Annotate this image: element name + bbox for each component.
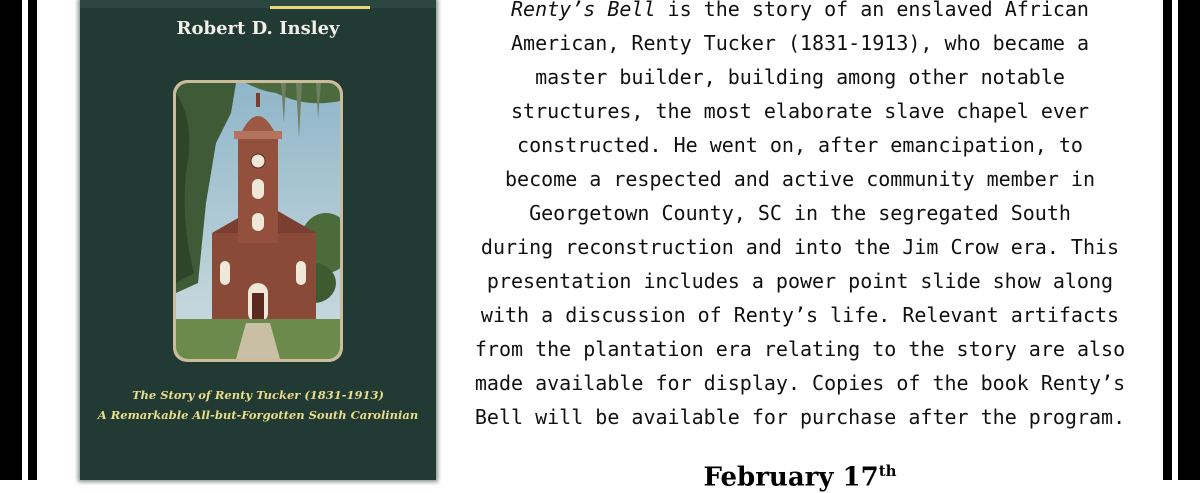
chapel-photo — [176, 83, 340, 359]
event-date — [468, 462, 1132, 493]
event-date-suffix: th — [878, 462, 897, 480]
book-subtitle-line-1: The Story of Renty Tucker (1831-1913) — [131, 388, 384, 402]
book-author: Robert D. Insley — [176, 18, 340, 39]
cover-photo-frame — [173, 80, 343, 362]
description-line: structures, the most elaborate slave chapel ever — [511, 99, 1089, 123]
page-border-right-inner — [1163, 0, 1172, 480]
event-description — [468, 0, 1132, 434]
description-line-1-text: is the story of an enslaved African — [655, 0, 1089, 21]
description-line: Georgetown County, SC in the segregated South — [529, 201, 1071, 225]
event-date-main: February 17 — [703, 462, 879, 493]
page-border-right — [1178, 0, 1200, 480]
description-line: Bell will be available for purchase after the program. — [474, 405, 1126, 429]
page-border-left-inner — [28, 0, 37, 480]
page-border-left — [0, 0, 22, 480]
description-line: with a discussion of Renty’s life. Relevant artifacts — [480, 303, 1120, 327]
description-line: American, Renty Tucker (1831-1913), who became a — [511, 31, 1089, 55]
description-line: presentation includes a power point slide show along — [486, 269, 1114, 293]
book-title-underline — [270, 0, 370, 9]
description-line: during reconstruction and into the Jim Crow era. This — [480, 235, 1120, 259]
description-line: constructed. He went on, after emancipation, to — [517, 133, 1083, 157]
book-title-italic: Renty’s Bell — [511, 0, 656, 21]
description-line-1 — [468, 0, 1132, 26]
description-line: made available for display. Copies of the book Renty’s — [474, 371, 1126, 395]
description-line: from the plantation era relating to the story are also — [474, 337, 1126, 361]
book-cover-top-edge — [80, 0, 436, 8]
book-subtitle-line-2: A Remarkable All-but-Forgotten South Carolinian — [97, 408, 419, 422]
description-line: become a respected and active community member in — [504, 167, 1095, 191]
description-line: master builder, building among other notable — [535, 65, 1065, 89]
book-cover — [80, 0, 436, 480]
